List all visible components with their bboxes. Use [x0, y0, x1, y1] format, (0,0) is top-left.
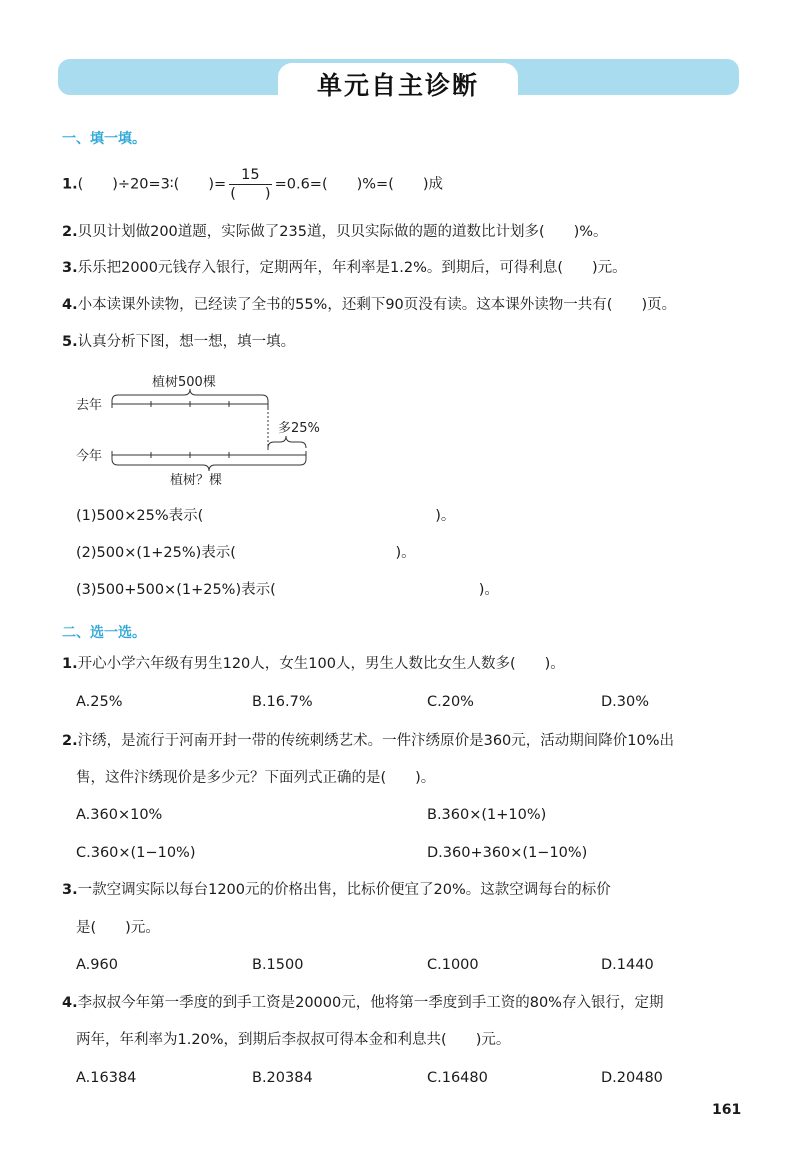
label-this-year: 今年 [76, 449, 103, 464]
q5-sub-3: (3)500+500×(1+25%)表示( )。 [76, 582, 499, 598]
label-plant-500: 植树500棵 [152, 375, 216, 390]
question-number: 5. [62, 334, 78, 350]
question-number: 4. [62, 297, 78, 313]
choice-question-2 [62, 731, 674, 751]
question-number: 2. [62, 733, 78, 749]
q5-sub-2: (2)500×(1+25%)表示( )。 [76, 545, 416, 561]
fraction-numerator: 15 [229, 166, 271, 185]
option-a: A.960 [76, 957, 118, 973]
question-text: 开心小学六年级有男生120人，女生100人，男生人数比女生人数多( )。 [77, 656, 565, 672]
bottom-brace [112, 459, 306, 471]
option-b: B.360×(1+10%) [427, 807, 547, 823]
fraction-denominator: ( ) [230, 186, 271, 202]
question-text: 贝贝计划做200道题，实际做了235道，贝贝实际做的题的道数比计划多( )%。 [77, 224, 608, 240]
question-text: 小本读课外读物，已经读了全书的55%，还剩下90页没有读。这本课外读物一共有( )页。 [77, 297, 677, 313]
choice-question-4-line2: 两年，年利率为1.20%，到期后李叔叔可得本金和利息共( )元。 [76, 1032, 511, 1048]
page-number: 161 [712, 1102, 742, 1118]
option-c: C.20% [427, 694, 474, 710]
label-plant-unknown: 植树？棵 [170, 473, 223, 488]
option-d: D.30% [601, 694, 650, 710]
question-number: 1. [62, 176, 78, 193]
q1-part2: =0.6=( )%=( )成 [274, 176, 444, 193]
option-c: C.1000 [427, 957, 479, 973]
option-d: D.1440 [601, 957, 654, 973]
line-segment-diagram [0, 0, 800, 500]
page-title: 单元自主诊断 [278, 63, 518, 105]
option-a: A.360×10% [76, 807, 163, 823]
extra-brace [268, 436, 306, 448]
choice-question-3 [62, 880, 611, 900]
question-number: 4. [62, 995, 78, 1011]
choice-question-1 [62, 654, 565, 674]
option-c: C.360×(1−10%) [76, 845, 196, 861]
question-number: 3. [62, 882, 78, 898]
option-c: C.16480 [427, 1070, 488, 1086]
top-brace [112, 389, 268, 401]
q5-sub-1: (1)500×25%表示( )。 [76, 508, 456, 524]
option-b: B.1500 [252, 957, 304, 973]
question-text: 认真分析下图，想一想，填一填。 [77, 334, 296, 350]
section-heading-fill: 一、填一填。 [62, 131, 146, 147]
question-number: 1. [62, 656, 78, 672]
label-last-year: 去年 [76, 398, 103, 413]
option-b: B.16.7% [252, 694, 313, 710]
option-d: D.360+360×(1−10%) [427, 845, 588, 861]
option-d: D.20480 [601, 1070, 663, 1086]
question-number: 2. [62, 224, 78, 240]
choice-question-3-line2: 是( )元。 [76, 920, 160, 936]
label-more-25: 多25% [278, 421, 320, 436]
option-a: A.16384 [76, 1070, 137, 1086]
question-text-line1: 汴绣，是流行于河南开封一带的传统刺绣艺术。一件汴绣原价是360元，活动期间降价10%出 [77, 733, 675, 749]
question-text: 乐乐把2000元钱存入银行，定期两年，年利率是1.2%。到期后，可得利息( )元。 [77, 260, 627, 276]
option-b: B.20384 [252, 1070, 313, 1086]
choice-question-4 [62, 993, 663, 1013]
q1-part1: ( )÷20=3∶( )= [77, 176, 227, 193]
question-number: 3. [62, 260, 78, 276]
option-a: A.25% [76, 694, 123, 710]
question-text-line1: 李叔叔今年第一季度的到手工资是20000元，他将第一季度到手工资的80%存入银行，定期 [77, 995, 664, 1011]
section-heading-choose: 二、选一选。 [62, 625, 146, 641]
question-text-line1: 一款空调实际以每台1200元的价格出售，比标价便宜了20%。这款空调每台的标价 [77, 882, 611, 898]
choice-question-2-line2: 售，这件汴绣现价是多少元？下面列式正确的是( )。 [76, 770, 436, 786]
